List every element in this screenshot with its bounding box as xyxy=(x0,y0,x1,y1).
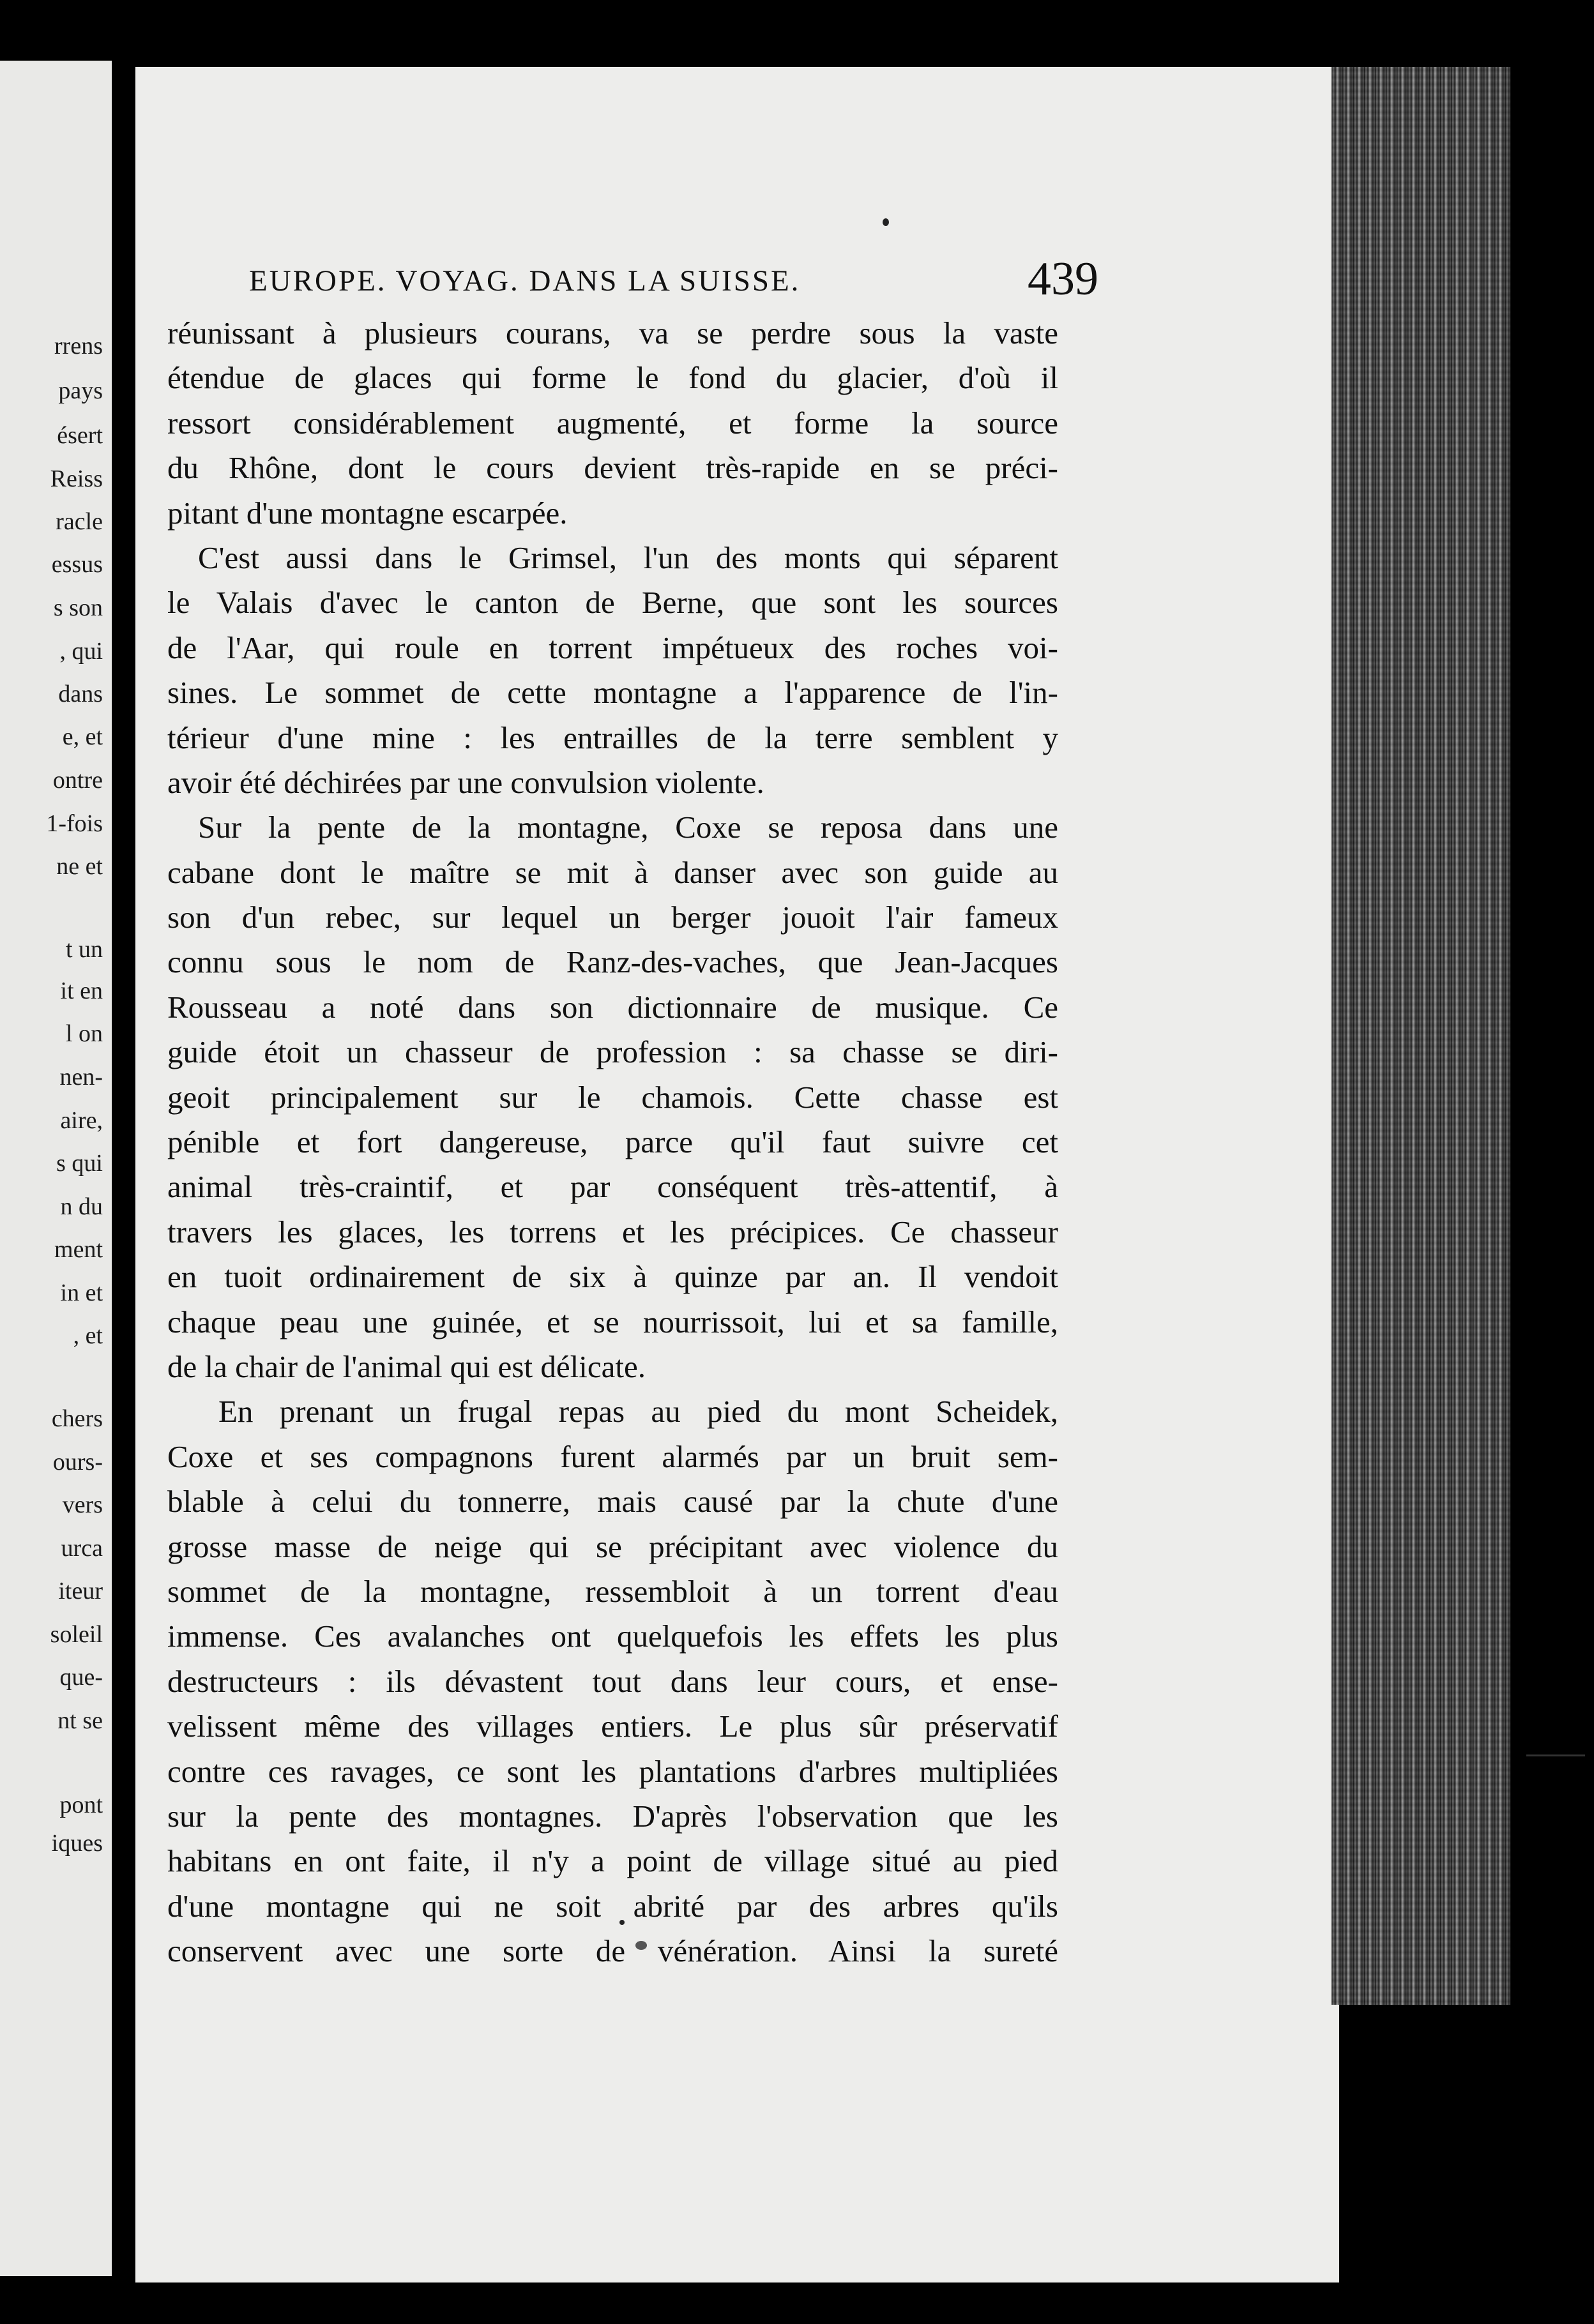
text-line: de la chair de l'animal qui est délicate. xyxy=(167,1348,646,1384)
previous-page-line-fragment: pays xyxy=(58,377,103,404)
previous-page-line-fragment: racle xyxy=(56,508,103,535)
previous-page-line-fragment: ours- xyxy=(52,1449,103,1475)
text-line: sines. Le sommet de cette montagne a l'apparence de l'in- xyxy=(167,675,1058,711)
previous-page-line-fragment: 1-fois xyxy=(46,810,103,837)
text-line: le Valais d'avec le canton de Berne, que sont les sources xyxy=(167,585,1058,621)
previous-page-line-fragment: s son xyxy=(53,594,103,621)
ink-speck xyxy=(883,218,889,226)
previous-page-line-fragment: , et xyxy=(73,1322,103,1349)
text-line: Sur la pente de la montagne, Coxe se reposa dans une xyxy=(198,810,1058,845)
previous-page-line-fragment: chers xyxy=(51,1405,103,1432)
previous-page-line-fragment: dans xyxy=(58,681,103,707)
previous-page-footnote-rule xyxy=(1526,1754,1585,1756)
text-line: du Rhône, dont le cours devient très-rapide en se préci- xyxy=(167,450,1058,486)
previous-page-line-fragment: it en xyxy=(60,977,103,1004)
text-line: geoit principalement sur le chamois. Cette chasse est xyxy=(167,1079,1058,1115)
text-line: C'est aussi dans le Grimsel, l'un des monts qui séparent xyxy=(198,540,1058,575)
previous-page-line-fragment: s qui xyxy=(56,1150,103,1177)
text-line: de l'Aar, qui roule en torrent impétueux des roches voi- xyxy=(167,630,1058,665)
previous-page-line-fragment: ment xyxy=(54,1236,103,1263)
previous-page-line-fragment: iques xyxy=(51,1830,103,1857)
previous-page-line-fragment: aire, xyxy=(60,1107,103,1134)
text-line: guide étoit un chasseur de profession : sa chasse se diri- xyxy=(167,1034,1058,1070)
text-line: animal très-craintif, et par conséquent très-attentif, à xyxy=(167,1169,1058,1205)
previous-page-line-fragment: ontre xyxy=(52,767,103,794)
text-line: ressort considérablement augmenté, et forme la source xyxy=(167,405,1058,441)
previous-page-line-fragment: rrens xyxy=(54,333,103,359)
text-line: conservent avec une sorte de vénération. Ainsi la sureté xyxy=(167,1933,1058,1969)
previous-page-line-fragment: nt se xyxy=(57,1707,103,1734)
text-line: pénible et fort dangereuse, parce qu'il faut suivre cet xyxy=(167,1124,1058,1160)
page-number: 439 xyxy=(1028,253,1098,305)
previous-page-line-fragment: e, et xyxy=(62,723,103,750)
previous-page-line-fragment: Reiss xyxy=(50,465,103,492)
text-line: cabane dont le maître se mit à danser avec son guide au xyxy=(167,854,1058,890)
text-line: travers les glaces, les torrens et les précipices. Ce chasseur xyxy=(167,1214,1058,1249)
text-line: grosse masse de neige qui se précipitant avec violence du xyxy=(167,1528,1058,1564)
text-line: pitant d'une montagne escarpée. xyxy=(167,495,568,531)
text-line: son d'un rebec, sur lequel un berger jouoit l'air fameux xyxy=(167,900,1058,935)
text-line: étendue de glaces qui forme le fond du glacier, d'où il xyxy=(167,360,1058,396)
text-line: habitans en ont faite, il n'y a point de village situé au pied xyxy=(167,1843,1058,1879)
body-text xyxy=(167,311,1058,1973)
previous-page-line-fragment: ne et xyxy=(56,853,103,880)
text-line: réunissant à plusieurs courans, va se perdre sous la vaste xyxy=(167,315,1058,351)
previous-page-line-fragment: ésert xyxy=(57,422,103,449)
text-line: blable à celui du tonnerre, mais causé par la chute d'une xyxy=(167,1484,1058,1520)
text-line: térieur d'une mine : les entrailles de la terre semblent y xyxy=(167,720,1058,755)
text-line: velissent même des villages entiers. Le plus sûr préservatif xyxy=(167,1709,1058,1744)
text-line: immense. Ces avalanches ont quelquefois les effets les plus xyxy=(167,1618,1058,1654)
text-line: avoir été déchirées par une convulsion violente. xyxy=(167,764,764,800)
text-line: Coxe et ses compagnons furent alarmés par un bruit sem- xyxy=(167,1438,1058,1474)
text-line: sur la pente des montagnes. D'après l'observation que les xyxy=(167,1798,1058,1834)
previous-page-line-fragment: n du xyxy=(60,1193,103,1220)
previous-page-line-fragment: in et xyxy=(60,1279,103,1306)
previous-page-line-fragment: essus xyxy=(51,551,103,578)
text-line: chaque peau une guinée, et se nourrissoit, lui et sa famille, xyxy=(167,1304,1058,1339)
running-head: EUROPE. VOYAG. DANS LA SUISSE. xyxy=(249,264,801,298)
previous-page-line-fragment: que- xyxy=(59,1664,103,1691)
previous-page-line-fragment: nen- xyxy=(59,1064,103,1090)
text-line: en tuoit ordinairement de six à quinze par an. Il vendoit xyxy=(167,1259,1058,1295)
previous-page-line-fragment: iteur xyxy=(58,1578,103,1604)
previous-page-line-fragment: pont xyxy=(59,1792,103,1818)
text-line: connu sous le nom de Ranz-des-vaches, que Jean-Jacques xyxy=(167,944,1058,980)
text-line: contre ces ravages, ce sont les plantations d'arbres multipliées xyxy=(167,1753,1058,1789)
text-line: Rousseau a noté dans son dictionnaire de musique. Ce xyxy=(167,989,1058,1025)
text-line: destructeurs : ils dévastent tout dans leur cours, et ense- xyxy=(167,1663,1058,1699)
previous-page-line-fragment: t un xyxy=(65,936,103,963)
page-fore-edge-shading xyxy=(1332,67,1510,2005)
previous-page-line-fragment: urca xyxy=(61,1535,103,1562)
previous-page-line-fragment: soleil xyxy=(50,1621,103,1648)
text-line: En prenant un frugal repas au pied du mont Scheidek, xyxy=(218,1394,1058,1430)
previous-page-line-fragment: vers xyxy=(62,1491,103,1518)
previous-page-edge xyxy=(0,61,112,2276)
text-line: d'une montagne qui ne soit abrité par des arbres qu'ils xyxy=(167,1888,1058,1924)
text-line: sommet de la montagne, ressembloit à un torrent d'eau xyxy=(167,1573,1058,1609)
previous-page-line-fragment: l on xyxy=(65,1020,103,1047)
previous-page-line-fragment: , qui xyxy=(59,638,103,665)
